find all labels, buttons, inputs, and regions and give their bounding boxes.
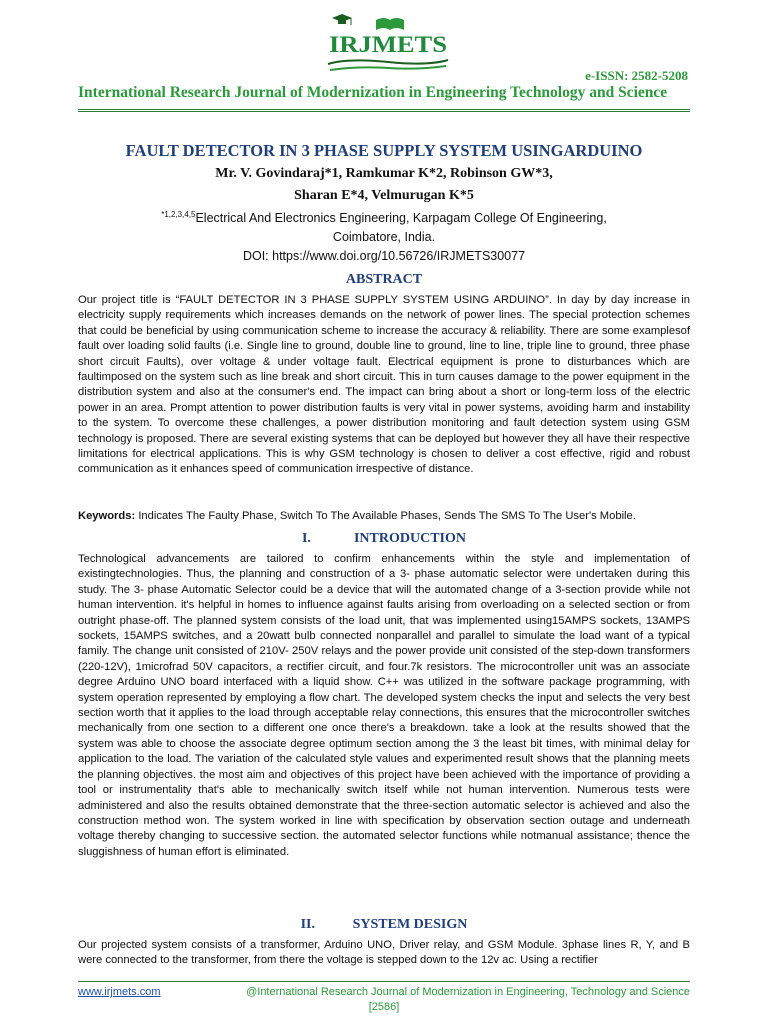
introduction-heading	[78, 531, 690, 547]
logo-wordmark: IRJMETS	[329, 32, 447, 57]
website-link[interactable]: www.irjmets.com	[78, 986, 161, 998]
copyright-notice: @International Research Journal of Modernization in Engineering, Technology and Science	[246, 986, 690, 998]
keywords-line	[78, 510, 690, 522]
affiliation-line-2: Coimbatore, India.	[332, 230, 436, 244]
affiliation-marks: *1,2,3,4,5	[161, 210, 196, 219]
page-number: [2586]	[368, 1001, 400, 1013]
section-number: I.	[301, 531, 311, 546]
affiliation-line-1	[78, 210, 690, 225]
introduction-body: Technological advancements are tailored to confirm enhancements within the style and implementation of existingtechnologies. Thus, the planning and construction of a 3- phase automatic selector were undertaken during this study. The 3- phase Automatic Selector could be a device that will the automated change of a 3-section provide while not human intervention. it's helpful in homes to influence against faults arising from overloading on a selected section or from outright phase-off. The planned system consists of the load unit, that was implemented using15AMPS sockets, 13AMPS sockets, 15AMPS switches, and a 20watt bulb connected nonparallel and parallel to simulate the load want of a typical family. The change unit consisted of 210V- 250V relays and the power provide unit consisted of the step-down transformers (220-12V), 1microfrad 50V capacitors, a rectifier circuit, and four.7k resistors. The microcontroller unit was an associate degree Arduino UNO board interfaced with a liquid show. C++ was utilized in the software package programming, with system operation represented by employing a flow chart. The developed system checks the input and selects the very best section worth that it applies to the load through acceptable relay connections, this ensures that the microcontroller switches mechanically from one section to a different one once there's a breakdown. take a look at the results showed that the system was able to choose the associate degree optimum section among the 3 the least bit times, with minimal delay for application to the load. The variation of the calculated style values and experimented result shows that the planning meets the planning objectives. the most aim and objectives of this project have been achieved with the importance of providing a tool or instrumentality that's able to mechanically switch itself while not human intervention. Numerous tests were administered and also the results obtained demonstrate that the three-section automatic selector is achieved and also the construction method won. The system worked in line with specification by observation section outage and underneath voltage thereby changing to successive section. the automated selector functions while notmanual assistance; thence the sluggishness of human effort is eliminated.	[78, 553, 690, 858]
section-number: II.	[300, 917, 316, 932]
authors-line-1: Mr. V. Govindaraj*1, Ramkumar K*2, Robinson GW*3,	[215, 166, 553, 181]
header-divider-secondary	[78, 111, 690, 112]
affiliation-text: Electrical And Electronics Engineering, Karpagam College Of Engineering,	[195, 211, 607, 226]
system-design-body: Our projected system consists of a transformer, Arduino UNO, Driver relay, and GSM Module. 3phase lines R, Y, and B were connected to the transformer, from there the voltage is stepped down to the 12v ac. Using a rectifier	[78, 939, 690, 967]
keywords-text: Indicates The Faulty Phase, Switch To The Available Phases, Sends The SMS To The User's Mobile.	[138, 510, 636, 522]
paper-title: FAULT DETECTOR IN 3 PHASE SUPPLY SYSTEM USINGARDUINO	[125, 141, 643, 160]
keywords-label: Keywords:	[78, 510, 136, 522]
footer-divider	[78, 981, 690, 982]
section-title: INTRODUCTION	[353, 531, 466, 546]
abstract-heading: ABSTRACT	[345, 272, 423, 287]
authors-line-2: Sharan E*4, Velmurugan K*5	[294, 188, 474, 203]
section-title: SYSTEM DESIGN	[352, 917, 468, 932]
issn-label: e-ISSN: 2582-5208	[585, 68, 688, 83]
system-design-heading	[78, 917, 690, 933]
journal-logo	[318, 12, 458, 82]
irjmets-logo-graphic	[318, 12, 458, 82]
abstract-body: Our project title is “FAULT DETECTOR IN 3 PHASE SUPPLY SYSTEM USING ARDUINO”. In day by day increase in electricity supply requirements which increases demands on the network of power lines. The special protection schemes that could be beneficial by using communication scheme to increase the accuracy & reliability. There are some examplesof fault over loading solid faults (i.e. Single line to ground, double line to ground, line to line, triple line to ground, three phase short circuit Faults), over voltage & under voltage fault. Electrical equipment is prone to disturbances which are faultimposed on the system such as line break and short circuit. This in turn causes damage to the power equipment in the distribution system and also at the consumer's end. The impact can bring about a short or long-term loss of the electric power in an area. Prompt attention to power distribution faults is very vital in power systems, avoiding harm and instability to the system. To overcome these challenges, a power distribution monitoring and fault detection system using GSM technology is proposed. There are several existing systems that can be deployed but however they all have their respective limitations for electrical applications. This is why GSM technology is chosen to deliver a cost effective, rigid and robust communication as it enhances speed of communication irrespective of distance.	[78, 294, 690, 476]
header-divider	[78, 109, 690, 110]
journal-name: International Research Journal of Modernization in Engineering Technology and Science	[78, 84, 668, 101]
doi-link[interactable]: DOI: https://www.doi.org/10.56726/IRJMETS30077	[242, 249, 526, 263]
